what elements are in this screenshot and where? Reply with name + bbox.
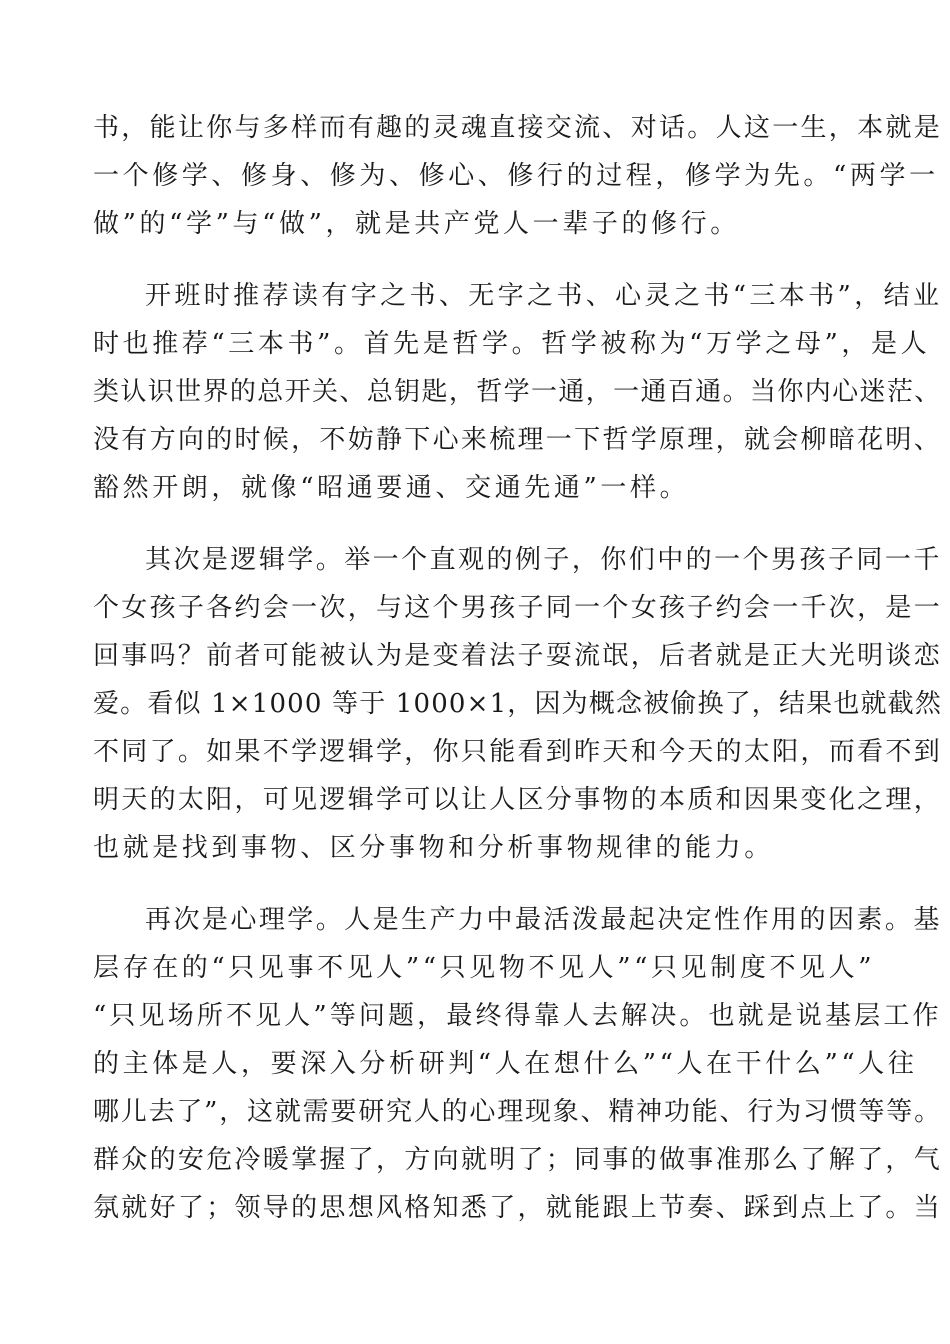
text-line: 氛就好了；领导的思想风格知悉了，就能跟上节奏、踩到点上了。当 bbox=[93, 1193, 943, 1223]
text-line: 做”的“学”与“做”，就是共产党人一辈子的修行。 bbox=[93, 209, 740, 239]
text-line: 不同了。如果不学逻辑学，你只能看到昨天和今天的太阳，而看不到 bbox=[93, 737, 943, 767]
text-line: 群众的安危冷暖掌握了，方向就明了；同事的做事准那么了解了，气 bbox=[93, 1145, 943, 1175]
text-line: 的主体是人，要深入分析研判“人在想什么”“人在干什么”“人往 bbox=[93, 1049, 918, 1079]
text-line: 开班时推荐读有字之书、无字之书、心灵之书“三本书”，结业 bbox=[145, 281, 943, 311]
text-line: 再次是心理学。人是生产力中最活泼最起决定性作用的因素。基 bbox=[145, 905, 942, 935]
text-line: 回事吗？前者可能被认为是变着法子耍流氓，后者就是正大光明谈恋 bbox=[93, 641, 943, 671]
text-line: 书，能让你与多样而有趣的灵魂直接交流、对话。人这一生，本就是 bbox=[93, 113, 943, 143]
text-line: 一个修学、修身、修为、修心、修行的过程，修学为先。“两学一 bbox=[93, 161, 939, 191]
text-line: 哪儿去了”，这就需要研究人的心理现象、精神功能、行为习惯等等。 bbox=[93, 1097, 942, 1127]
text-line: 豁然开朗，就像“昭通要通、交通先通”一样。 bbox=[93, 473, 690, 503]
text-line: 层存在的“只见事不见人”“只见物不见人”“只见制度不见人” bbox=[93, 953, 876, 983]
text-line: 个女孩子各约会一次，与这个男孩子同一个女孩子约会一千次，是一 bbox=[93, 593, 943, 623]
text-line: 也就是找到事物、区分事物和分析事物规律的能力。 bbox=[93, 833, 774, 863]
text-line: 其次是逻辑学。举一个直观的例子，你们中的一个男孩子同一千 bbox=[145, 545, 942, 575]
text-line: 时也推荐“三本书”。首先是哲学。哲学被称为“万学之母”，是人 bbox=[93, 329, 931, 359]
text-line: 没有方向的时候，不妨静下心来梳理一下哲学原理，就会柳暗花明、 bbox=[93, 425, 943, 455]
text-line: 爱。看似 1×1000 等于 1000×1，因为概念被偷换了，结果也就截然 bbox=[93, 689, 942, 719]
text-line: 类认识世界的总开关、总钥匙，哲学一通，一通百通。当你内心迷茫、 bbox=[93, 377, 942, 407]
text-line: 明天的太阳，可见逻辑学可以让人区分事物的本质和因果变化之理， bbox=[93, 785, 943, 815]
text-line: “只见场所不见人”等问题，最终得靠人去解决。也就是说基层工作 bbox=[93, 1001, 942, 1031]
